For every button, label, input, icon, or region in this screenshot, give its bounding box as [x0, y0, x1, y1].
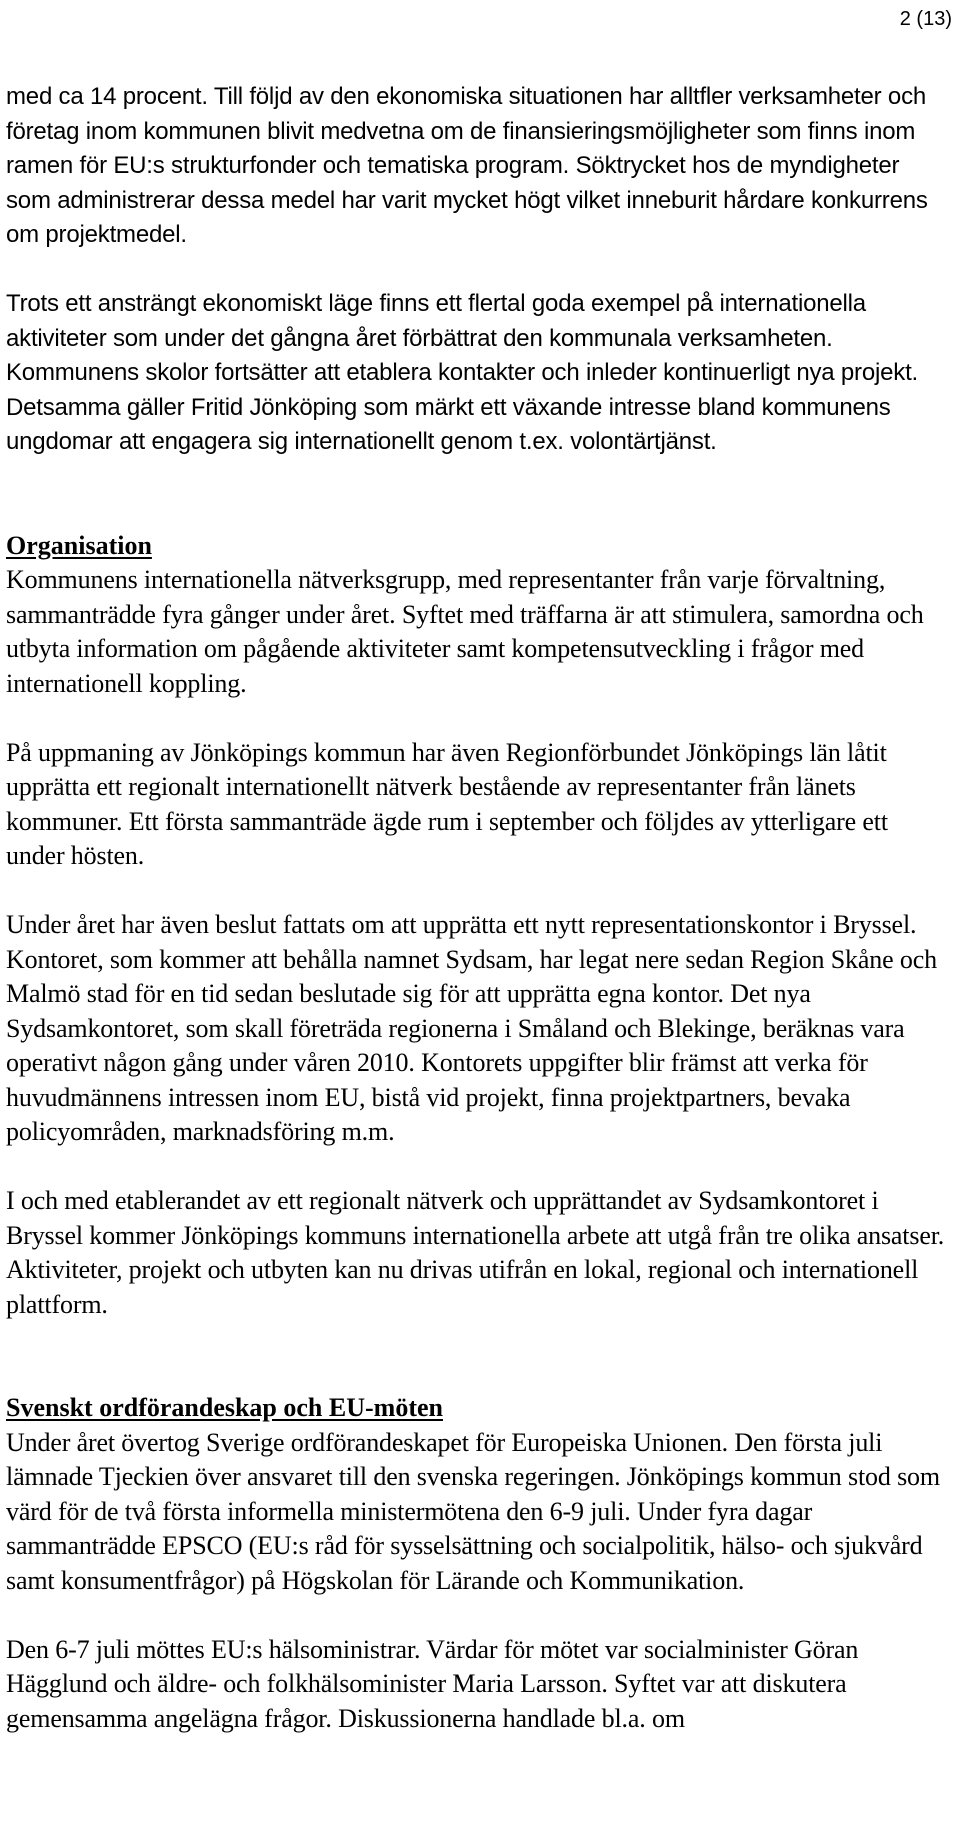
organisation-paragraph-4: I och med etablerandet av ett regionalt nätverk och upprättandet av Sydsamkontoret i Bryssel kommer Jönköpings kommuns internationella arbete att utgå från tre olika ansatser. Aktiviteter, projekt och utbyten kan nu drivas utifrån en lokal, regional och internationell plattform.: [6, 1186, 945, 1319]
page-number: 2 (13): [899, 8, 952, 30]
document-body: [6, 80, 950, 1736]
ordforandeskap-section: [6, 1391, 950, 1736]
ordforandeskap-paragraph-2: Den 6-7 juli möttes EU:s hälsoministrar. Värdar för mötet var socialminister Göran Hägglund och äldre- och folkhälsominister Maria Larsson. Syftet var att diskutera gemensamma angelägna frågor. Diskussionerna handlade bl.a. om: [6, 1634, 859, 1733]
intro-paragraph-2: Trots ett ansträngt ekonomiskt läge finns ett flertal goda exempel på internationella aktiviteter som under det gångna året förbättrat den kommunala verksamheten. Kommunens skolor fortsätter att etablera kontakter och inleder kontinuerligt nya projekt. Detsamma gäller Fritid Jönköping som märkt ett växande intresse bland kommunens ungdomar att engagera sig internationellt genom t.ex. volontärtjänst.: [6, 290, 919, 455]
organisation-paragraph-2: På uppmaning av Jönköpings kommun har även Regionförbundet Jönköpings län låtit upprätta ett regionalt internationellt nätverk bestående av representanter från länets kommuner. Ett första sammanträde ägde rum i september och följdes av ytterligare ett under hösten.: [6, 737, 888, 870]
organisation-paragraph-3: Under året har även beslut fattats om att upprätta ett nytt representationskontor i Bryssel. Kontoret, som kommer att behålla namnet Sydsam, har legat nere sedan Region Skåne och Malmö stad för en tid sedan beslutade sig för att upprätta egna kontor. Det nya Sydsamkontoret, som skall företräda regionerna i Småland och Blekinge, beräknas vara operativt någon gång under våren 2010. Kontorets uppgifter blir främst att verka för huvudmännens intressen inom EU, bistå vid projekt, finna projektpartners, bevaka policyområden, marknadsföring m.m.: [6, 910, 937, 1146]
intro-paragraph-1: med ca 14 procent. Till följd av den ekonomiska situationen har alltfler verksamheter och företag inom kommunen blivit medvetna om de finansieringsmöjligheter som finns inom ramen för EU:s strukturfonder och tematiska program. Söktrycket hos de myndigheter som administrerar dessa medel har varit mycket högt vilket inneburit hårdare konkurrens om projektmedel.: [6, 83, 928, 248]
ordforandeskap-paragraph-1: Under året övertog Sverige ordförandeskapet för Europeiska Unionen. Den första juli lämnade Tjeckien över ansvaret till den svenska regeringen. Jönköpings kommun stod som värd för de två första informella ministermötena den 6-9 juli. Under fyra dagar sammanträdde EPSCO (EU:s råd för sysselsättning och socialpolitik, hälso- och sjukvård samt konsumentfrågor) på Högskolan för Lärande och Kommunikation.: [6, 1427, 940, 1595]
organisation-section: [6, 529, 950, 1323]
organisation-paragraph-1: Kommunens internationella nätverksgrupp, med representanter från varje förvaltning, sammanträdde fyra gånger under året. Syftet med träffarna är att stimulera, samordna och utbyta information om pågående aktiviteter samt kompetensutveckling i frågor med internationell koppling.: [6, 565, 924, 698]
ordforandeskap-heading: Svenskt ordförandeskap och EU-möten: [6, 1393, 443, 1422]
organisation-heading: Organisation: [6, 530, 152, 560]
